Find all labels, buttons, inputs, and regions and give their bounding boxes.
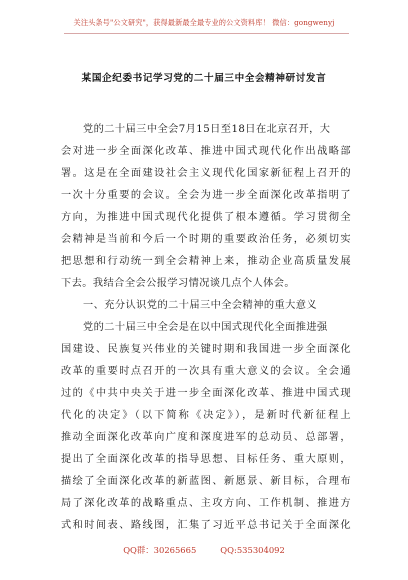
- qq-contact-number: QQ:535304092: [220, 545, 285, 555]
- body-line: 把思想和行动统一到全会精神上来，推动企业高质量发展: [61, 256, 351, 267]
- body-line: 会对进一步全面深化改革、推进中国式现代化作出战略部: [61, 146, 351, 157]
- header-divider: [64, 33, 349, 34]
- body-line: 式和时间表、路线图，汇集了习近平总书记关于全面深化: [61, 520, 351, 531]
- body-line: 改革的重要时点召开的一次具有重大意义的会议。全会通: [61, 366, 351, 377]
- body-line: 下去。我结合全会公报学习情况谈几点个人体会。: [61, 278, 296, 289]
- body-line: 党的二十届三中全会是在以中国式现代化全面推进强: [83, 322, 328, 333]
- body-line: 一次十分重要的会议。全会为进一步全面深化改革指明了: [61, 190, 351, 201]
- section-heading: 一、充分认识党的二十届三中全会精神的重大意义: [83, 300, 318, 311]
- body-line: 党的二十届三中全会7月15日至18日在北京召开，大: [83, 124, 331, 135]
- body-line: 国建设、民族复兴伟业的关键时期和我国进一步全面深化: [61, 344, 351, 355]
- body-line: 推动全面深化改革向广度和深度进军的总动员、总部署，: [61, 432, 351, 443]
- body-line: 署。这是在全面建设社会主义现代化国家新征程上召开的: [61, 168, 351, 179]
- body-line: 提出了全面深化改革的指导思想、目标任务、重大原则，: [61, 454, 351, 465]
- document-title: 某国企纪委书记学习党的二十届三中全会精神研讨发言: [81, 73, 327, 84]
- qq-group-number: QQ群：30265665: [123, 545, 197, 555]
- page-header-notice: 关注头条号"公文研究"，获得最新最全最专业的公文资料库！ 微信：gongwenyj: [73, 18, 335, 27]
- page-footer-contact: [0, 544, 408, 556]
- body-line: 过的《中共中央关于进一步全面深化改革、推进中国式现: [61, 388, 351, 399]
- body-line: 方向，为推进中国式现代化提供了根本遵循。学习贯彻全: [61, 212, 351, 223]
- body-line: 局了深化改革的战略重点、主攻方向、工作机制、推进方: [61, 498, 351, 509]
- body-line: 代化的决定》（以下简称《决定》），是新时代新征程上: [61, 410, 351, 421]
- body-line: 描绘了全面深化改革的新蓝图、新愿景、新目标，合理布: [61, 476, 351, 487]
- body-line: 会精神是当前和今后一个时期的重要政治任务，必须切实: [61, 234, 351, 245]
